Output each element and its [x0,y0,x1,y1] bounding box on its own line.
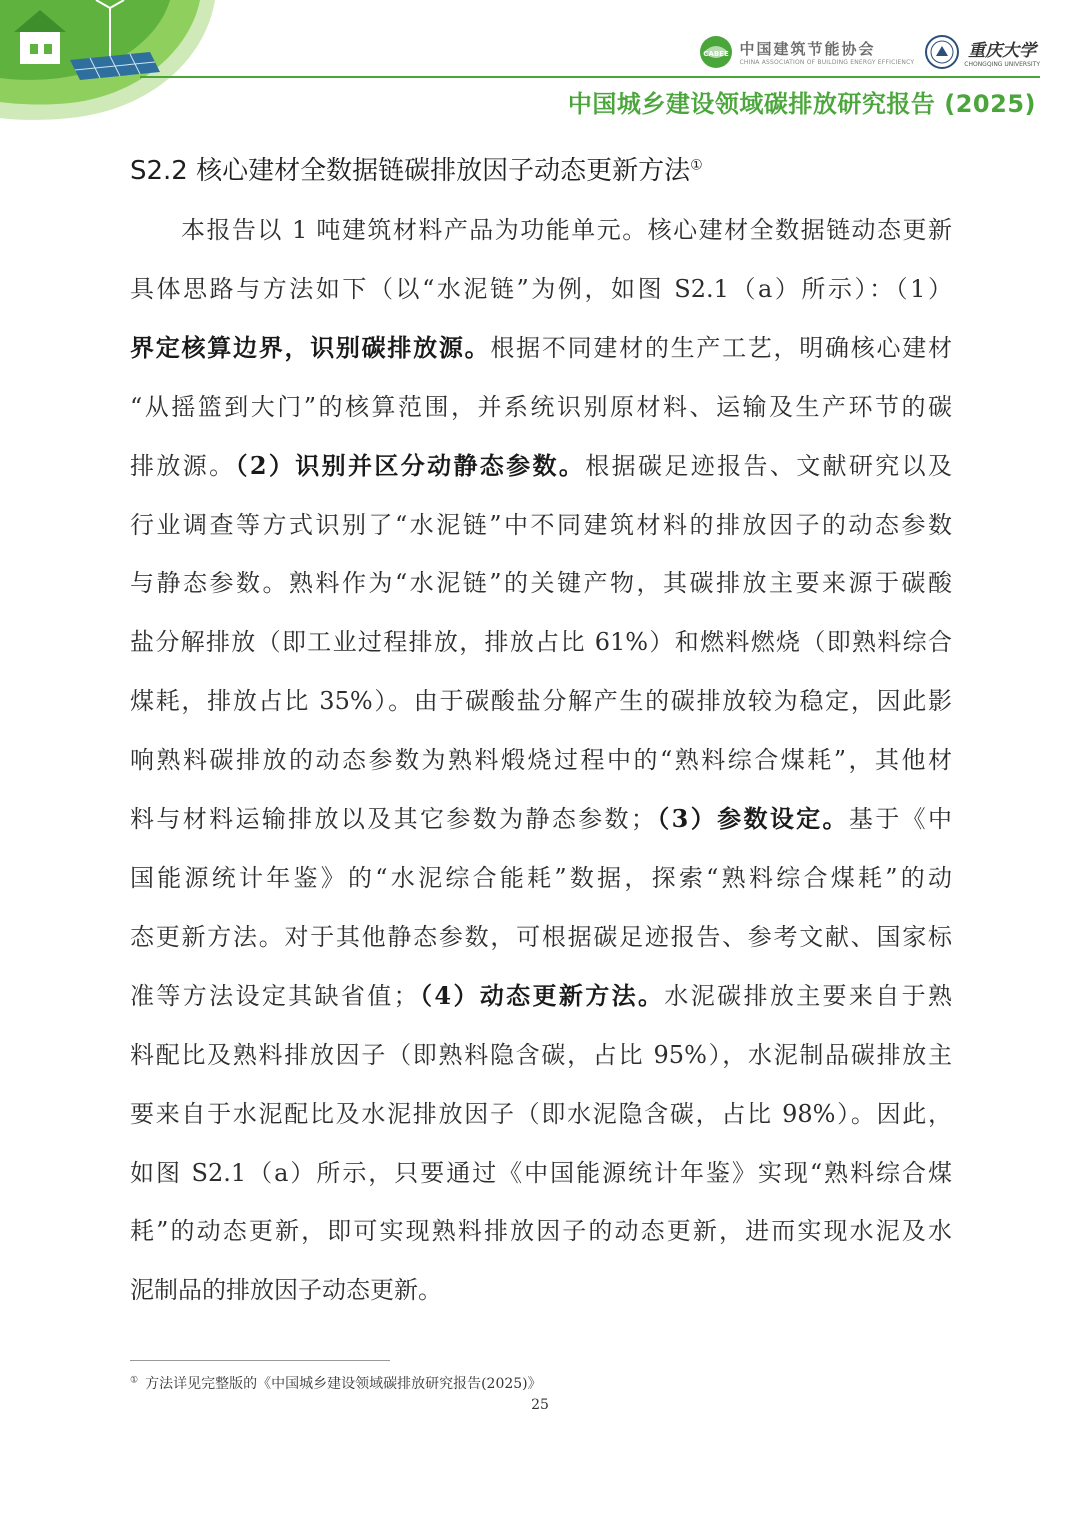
footnote-divider [130,1360,390,1361]
header-logos [698,34,1040,70]
corner-illustration [0,0,260,130]
cabee-name-cn: 中国建筑节能协会 [739,40,876,58]
body-line: 盐分解排放（即工业过程排放，排放占比 61%）和燃料燃烧（即熟料综合 [130,628,952,657]
cabee-name-en: CHINA ASSOCIATION OF BUILDING ENERGY EFFICIENCY [739,59,915,66]
step-2-title: （2）识别并区分动静态参数。 [235,450,586,480]
body-line: 界定核算边界，识别碳排放源。根据不同建材的生产工艺，明确核心建材 [130,332,953,362]
step-4-title: （4）动态更新方法。 [417,980,665,1010]
cqu-name-en: CHONGQING UNIVERSITY [964,61,1040,68]
footnote [130,1373,542,1393]
body-line: 本报告以 1 吨建筑材料产品为功能单元。核心建材全数据链动态更新 [180,216,952,244]
body-line: 准等方法设定其缺省值；（4）动态更新方法。水泥碳排放主要来自于熟 [130,980,953,1010]
body-line: “从摇篮到大门”的核算范围，并系统识别原材料、运输及生产环节的碳 [130,392,952,421]
body-line: 响熟料碳排放的动态参数为熟料煅烧过程中的“熟料综合煤耗”，其他材 [130,746,952,775]
report-title: 中国城乡建设领域碳排放研究报告 (2025) [567,90,1036,118]
step-1-title: 界定核算边界，识别碳排放源。 [130,332,491,362]
cabee-logo [698,34,915,70]
body-line: 料与材料运输排放以及其它参数为静态参数；（3）参数设定。基于《中 [130,804,953,834]
body-line: 煤耗，排放占比 35%）。由于碳酸盐分解产生的碳排放较为稳定，因此影 [130,687,952,716]
step-3-title: （3）参数设定。 [654,804,849,834]
cabee-globe-icon [698,34,734,70]
body-line: 泥制品的排放因子动态更新。 [130,1276,442,1305]
body-line: 排放源。（2）识别并区分动静态参数。根据碳足迹报告、文献研究以及 [130,450,953,480]
body-line: 要来自于水泥配比及水泥排放因子（即水泥隐含碳，占比 98%）。因此， [130,1099,952,1128]
cqu-logo [924,34,1040,70]
svg-text:CABEE: CABEE [702,50,729,58]
header-divider [140,76,1040,78]
body-line: 国能源统计年鉴》的“水泥综合能耗”数据，探索“熟料综合煤耗”的动 [130,863,952,892]
body-line: 料配比及熟料排放因子（即熟料隐含碳，占比 95%），水泥制品碳排放主 [130,1040,952,1069]
body-paragraph [130,201,952,1320]
page-number: 25 [531,1397,549,1413]
body-line: 具体思路与方法如下（以“水泥链”为例，如图 S2.1（a）所示）：（1） [130,274,952,303]
body-line: 态更新方法。对于其他静态参数，可根据碳足迹报告、参考文献、国家标 [130,922,952,951]
section-footnote-mark: ① [690,157,703,174]
body-line: 耗”的动态更新，即可实现熟料排放因子的动态更新，进而实现水泥及水 [130,1217,952,1246]
body-line: 如图 S2.1（a）所示，只要通过《中国能源统计年鉴》实现“熟料综合煤 [130,1158,952,1187]
footnote-mark: ① [130,1375,139,1386]
cqu-seal-icon [924,34,960,70]
section-heading-text: S2.2 核心建材全数据链碳排放因子动态更新方法 [130,156,691,186]
body-line: 行业调查等方式识别了“水泥链”中不同建筑材料的排放因子的动态参数 [130,510,952,539]
footnote-text: 方法详见完整版的《中国城乡建设领域碳排放研究报告(2025)》 [145,1376,542,1392]
section-heading [130,150,703,187]
cqu-name-cn: 重庆大学 [968,41,1037,61]
body-line: 与静态参数。熟料作为“水泥链”的关键产物，其碳排放主要来源于碳酸 [130,569,952,598]
